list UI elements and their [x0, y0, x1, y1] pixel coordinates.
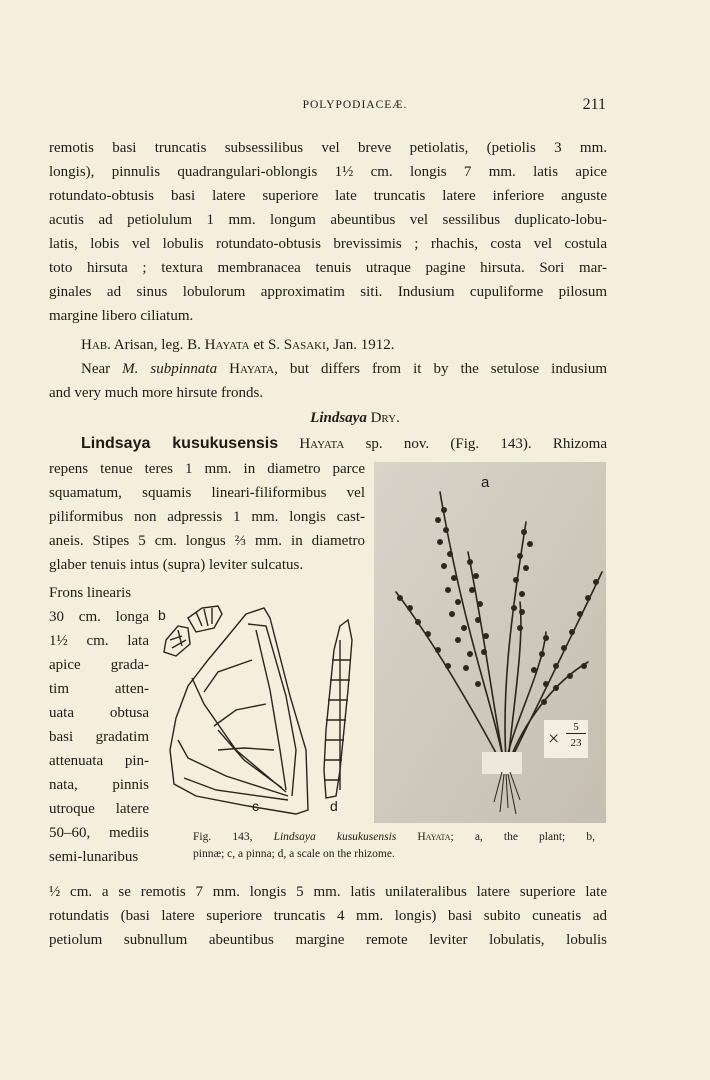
caption-fig-label: Fig. 143, [193, 831, 253, 843]
genus-name: Lindsaya [310, 410, 367, 426]
text-line: tim atten- [49, 681, 149, 697]
author-name: Hayata [229, 361, 275, 377]
caption-line: pinnæ; c, a pinna; d, a scale on the rhizome. [193, 848, 395, 860]
hab-text: , Jan. 1912. [325, 337, 395, 353]
species-name: Lindsaya kusukusensis [81, 435, 279, 452]
text-line: Frons linearis [49, 585, 132, 601]
text-line: toto hirsuta ; textura membranacea tenuis utraque pagine hirsuta. Sori mar- [49, 260, 607, 276]
text-line: ½ cm. a se remotis 7 mm. longis 5 mm. latis unilateralibus latere superiore late [49, 884, 607, 900]
text-line: basi gradatim [49, 729, 149, 745]
hab-text: et S. [249, 337, 284, 353]
paragraph-description-final [49, 880, 607, 952]
figure-line-drawings [156, 600, 366, 825]
text-line: nata, pinnis [49, 777, 149, 793]
caption-text: ; a, the plant; b, [450, 831, 595, 843]
text-line: rotundatis (basi latere superiore truncatis 4 mm. longis) basi subito cuneatis ad [49, 908, 607, 924]
figure-label-d: d [330, 798, 338, 814]
small-pinna-drawing [188, 606, 222, 632]
text-line: utroque latere [49, 801, 149, 817]
text-line: uata obtusa [49, 705, 149, 721]
scale-numerator: 5 [566, 721, 586, 734]
genus-author: Dry. [370, 410, 400, 426]
figure-label-a: a [481, 474, 490, 491]
description-narrow-column [49, 581, 149, 869]
text-line: squamatum, squamis lineari-filiformibus vel [49, 485, 365, 501]
rhizome-scale-drawing [324, 620, 352, 798]
species-author: Hayata [299, 436, 345, 452]
text-line: apice grada- [49, 657, 149, 673]
text-line: margine libero ciliatum. [49, 308, 194, 324]
text-line [49, 357, 607, 381]
collector-name: Hayata [204, 337, 250, 353]
text-line: semi-lunaribus [49, 849, 139, 865]
hab-text: Arisan, leg. B. [110, 337, 205, 353]
plant-photo-svg [374, 462, 606, 823]
caption-species: Lindsaya kusukusensis [273, 831, 397, 843]
paragraph-description-continued [49, 136, 607, 328]
caption-author: Hayata [417, 831, 451, 843]
plant-photograph [374, 462, 606, 823]
collector-name: Sasaki [283, 337, 326, 353]
description-beside-figure [49, 457, 365, 577]
text-line: 1½ cm. lata [49, 633, 149, 649]
text-line: latis, lobis vel lobulis rotundato-obtusis brevissimis ; rhachis, costa vel costula [49, 236, 607, 252]
small-pinna-drawing [164, 626, 190, 656]
text-line: attenuata pin- [49, 753, 149, 769]
figure-caption [193, 829, 595, 863]
figure-label-c: c [252, 798, 259, 814]
genus-heading [0, 410, 710, 427]
text-line: petiolum subnullum abeuntibus margine remote leviter lobulatis, lobulis [49, 932, 607, 948]
scale-multiplier: × [548, 728, 560, 750]
species-heading-text: sp. nov. (Fig. 143). Rhizoma [365, 436, 607, 452]
note-text: , but differs from it by the setulose indusium [274, 361, 607, 377]
text-line: ginales ad sinus lobulorum approximatim siti. Indusium cupuliforme pilosum [49, 284, 607, 300]
note-paragraph [49, 357, 607, 405]
note-text: Near [81, 361, 123, 377]
text-line: aneis. Stipes 5 cm. longus ⅔ mm. in diametro [49, 533, 365, 549]
text-line: remotis basi truncatis subsessilibus vel breve petiolatis, (petiolis 3 mm. [49, 140, 607, 156]
text-line: and very much more hirsute fronds. [49, 385, 264, 401]
text-line: repens tenue teres 1 mm. in diametro parce [49, 461, 365, 477]
text-line: 30 cm. longa [49, 609, 149, 625]
large-pinna-drawing [170, 608, 308, 814]
running-title: POLYPODIACEÆ. [302, 99, 408, 111]
species-ref: M. subpinnata [122, 361, 218, 377]
text-line: acutis ad petiolulum 1 mm. longum abeuntibus vel sessilibus duplicato-lobu- [49, 212, 607, 228]
habitat-line [81, 333, 395, 357]
scale-denominator: 23 [570, 737, 582, 749]
species-heading [81, 432, 607, 456]
caption-line [193, 829, 595, 846]
text-line: 50–60, mediis [49, 825, 149, 841]
text-line: piliformibus non adpressis 1 mm. longis cast- [49, 509, 365, 525]
text-line: rotundato-obtusis basi latere superiore late truncatis latere inferiore anguste [49, 188, 607, 204]
hab-label: Hab. [81, 337, 111, 353]
text-line: glaber tenuis intus (supra) leviter sulcatus. [49, 557, 304, 573]
note-text [217, 361, 229, 377]
page-number: 211 [582, 96, 606, 113]
figure-label-b: b [158, 607, 166, 623]
text-line: longis), pinnulis quadrangulari-oblongis 1½ cm. longis 7 mm. latis apice [49, 164, 607, 180]
pinna-drawings-svg [156, 600, 366, 825]
